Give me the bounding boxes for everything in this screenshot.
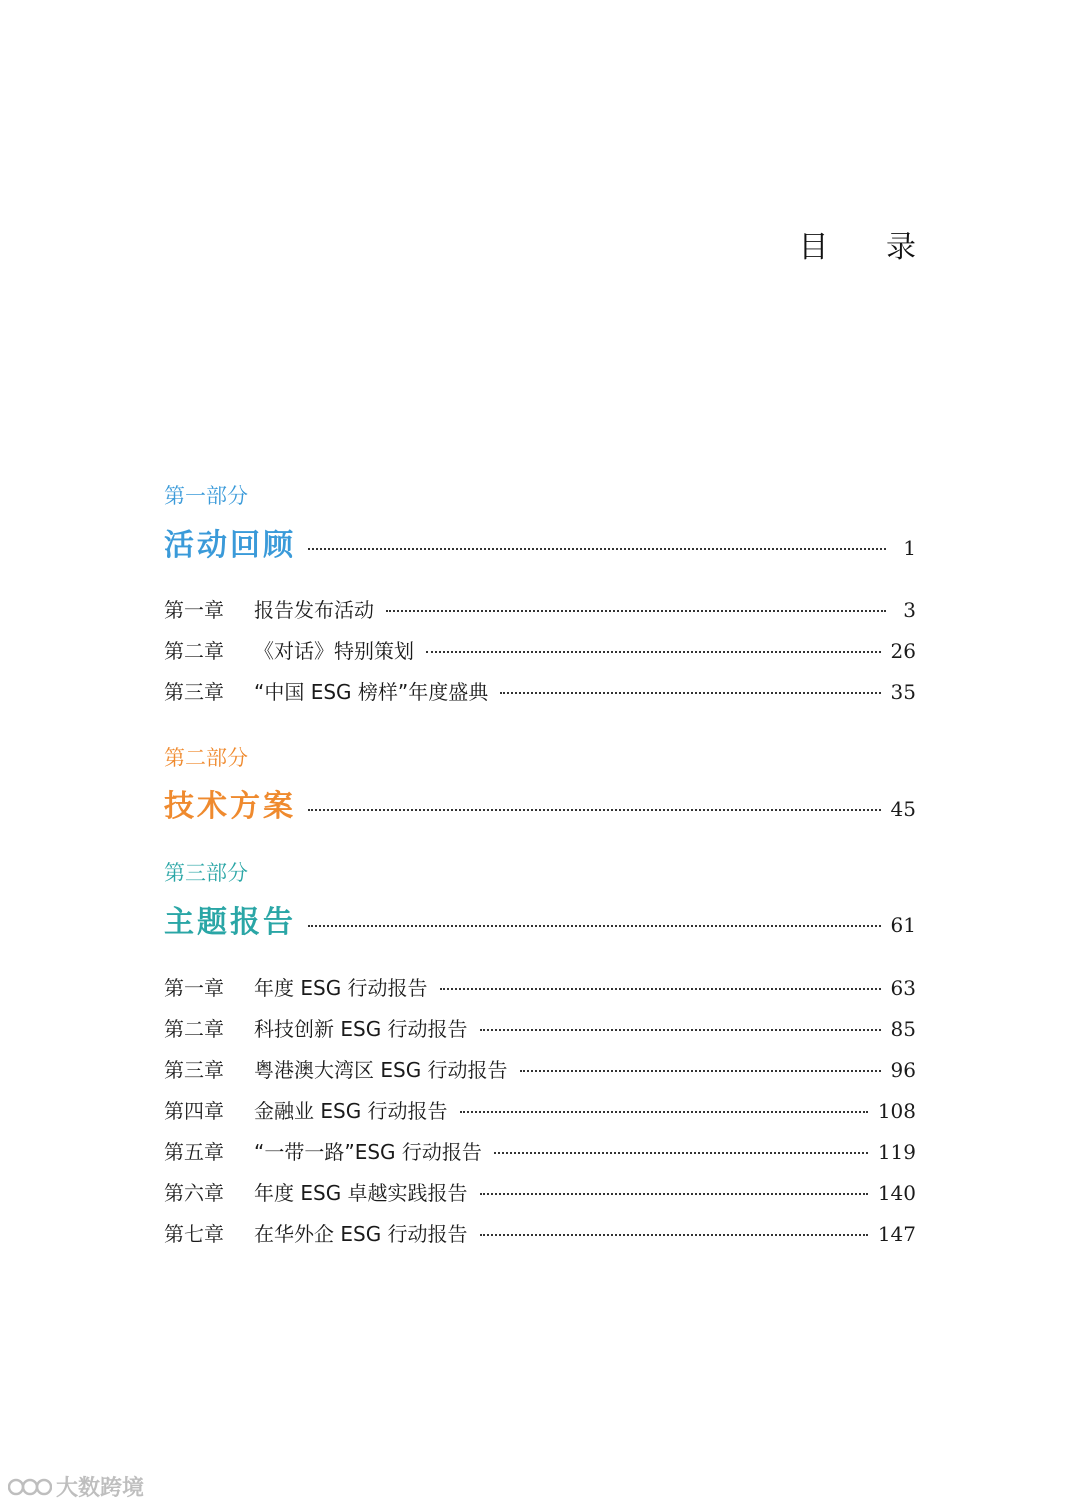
page-number: 108 bbox=[877, 1099, 916, 1123]
toc-chapter-entry[interactable] bbox=[164, 676, 916, 705]
page-number: 3 bbox=[903, 598, 916, 622]
leader-dots bbox=[520, 1070, 881, 1072]
part-label-text: 第二部分 bbox=[164, 746, 248, 770]
toc-chapter-entry[interactable] bbox=[164, 1177, 916, 1206]
chapter-title: 《对话》特别策划 bbox=[254, 639, 414, 663]
part-title: 技术方案 bbox=[164, 789, 296, 824]
chapter-title: 粤港澳大湾区 ESG 行动报告 bbox=[254, 1058, 508, 1082]
toc-title: 目 录 bbox=[798, 230, 940, 265]
chapter-title: “一带一路”ESG 行动报告 bbox=[254, 1140, 482, 1164]
page-number: 63 bbox=[890, 976, 916, 1000]
page-number: 35 bbox=[890, 680, 916, 704]
part-label-1 bbox=[164, 480, 248, 510]
chapter-number: 第一章 bbox=[164, 976, 224, 1000]
leader-dots bbox=[426, 651, 881, 653]
toc-chapter-entry[interactable] bbox=[164, 1218, 916, 1247]
part-label-text: 第一部分 bbox=[164, 484, 248, 508]
page-number: 119 bbox=[877, 1140, 916, 1164]
chapter-number: 第三章 bbox=[164, 1058, 224, 1082]
part-label-3 bbox=[164, 857, 248, 887]
page-number: 1 bbox=[903, 536, 916, 560]
toc-chapter-entry[interactable] bbox=[164, 594, 916, 623]
chapter-title: 科技创新 ESG 行动报告 bbox=[254, 1017, 468, 1041]
toc-chapter-entry[interactable] bbox=[164, 635, 916, 664]
chapter-number: 第一章 bbox=[164, 598, 224, 622]
page-number: 61 bbox=[890, 913, 916, 937]
toc-chapter-entry[interactable] bbox=[164, 972, 916, 1001]
toc-part-entry-3[interactable] bbox=[164, 897, 916, 941]
leader-dots bbox=[386, 610, 886, 612]
page-number: 96 bbox=[890, 1058, 916, 1082]
chapter-number: 第七章 bbox=[164, 1222, 224, 1246]
chapter-number: 第五章 bbox=[164, 1140, 224, 1164]
chapter-title: 报告发布活动 bbox=[254, 598, 374, 622]
watermark bbox=[8, 1471, 144, 1502]
toc-chapter-entry[interactable] bbox=[164, 1054, 916, 1083]
chapter-title: 金融业 ESG 行动报告 bbox=[254, 1099, 448, 1123]
leader-dots bbox=[480, 1193, 868, 1195]
leader-dots bbox=[308, 809, 881, 811]
leader-dots bbox=[308, 548, 886, 550]
part-title: 活动回顾 bbox=[164, 528, 296, 563]
leader-dots bbox=[308, 925, 881, 927]
page-number: 26 bbox=[890, 639, 916, 663]
leader-dots bbox=[500, 692, 880, 694]
chapter-title: 在华外企 ESG 行动报告 bbox=[254, 1222, 468, 1246]
chapter-title: “中国 ESG 榜样”年度盛典 bbox=[254, 680, 489, 704]
part-label-text: 第三部分 bbox=[164, 861, 248, 885]
watermark-logo-icon bbox=[8, 1476, 52, 1498]
page-number: 45 bbox=[890, 797, 916, 821]
page-number: 85 bbox=[890, 1017, 916, 1041]
leader-dots bbox=[440, 988, 881, 990]
leader-dots bbox=[480, 1234, 868, 1236]
leader-dots bbox=[460, 1111, 868, 1113]
chapter-number: 第二章 bbox=[164, 639, 224, 663]
leader-dots bbox=[480, 1029, 881, 1031]
leader-dots bbox=[494, 1152, 868, 1154]
chapter-title: 年度 ESG 卓越实践报告 bbox=[254, 1181, 468, 1205]
toc-chapter-entry[interactable] bbox=[164, 1136, 916, 1165]
chapter-title: 年度 ESG 行动报告 bbox=[254, 976, 428, 1000]
part-title: 主题报告 bbox=[164, 905, 296, 940]
chapter-number: 第四章 bbox=[164, 1099, 224, 1123]
toc-part-entry-1[interactable] bbox=[164, 520, 916, 564]
chapter-number: 第三章 bbox=[164, 680, 224, 704]
watermark-text: 大数跨境 bbox=[56, 1476, 145, 1501]
toc-chapter-entry[interactable] bbox=[164, 1095, 916, 1124]
page-number: 140 bbox=[877, 1181, 916, 1205]
toc-chapter-entry[interactable] bbox=[164, 1013, 916, 1042]
chapter-number: 第六章 bbox=[164, 1181, 224, 1205]
part-label-2 bbox=[164, 742, 248, 772]
page-number: 147 bbox=[877, 1222, 916, 1246]
chapter-number: 第二章 bbox=[164, 1017, 224, 1041]
toc-part-entry-2[interactable] bbox=[164, 781, 916, 825]
